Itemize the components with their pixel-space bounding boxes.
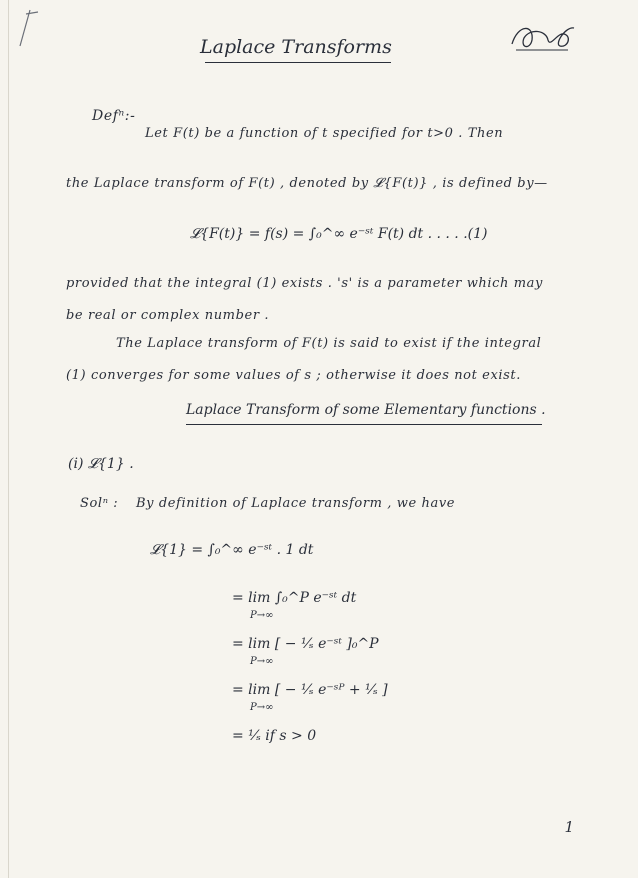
solution-step-5: = ¹⁄ₛ if s > 0 — [232, 728, 317, 744]
definition-label: Defⁿ:- — [92, 108, 136, 124]
limit-subscript-2: P→∞ — [250, 656, 274, 667]
solution-step-4: = lim [ − ¹⁄ₛ e⁻ˢᴾ + ¹⁄ₛ ] — [232, 682, 388, 698]
page-title: Laplace Transforms — [200, 36, 392, 58]
laplace-definition-formula: 𝓛{F(t)} = f(s) = ∫₀^∞ e⁻ˢᵗ F(t) dt . . . . .(1) — [190, 226, 488, 242]
solution-step-1: 𝓛{1} = ∫₀^∞ e⁻ˢᵗ . 1 dt — [150, 542, 314, 558]
section-heading-underline — [186, 424, 542, 425]
example-item: (i) 𝓛{1} . — [68, 456, 134, 472]
page-edge-shadow — [8, 0, 9, 878]
definition-line-3: provided that the integral (1) exists . 's' is a parameter which may — [66, 276, 543, 291]
solution-step-3: = lim [ − ¹⁄ₛ e⁻ˢᵗ ]₀^P — [232, 636, 379, 652]
solution-intro: By definition of Laplace transform , we have — [136, 496, 456, 511]
section-heading: Laplace Transform of some Elementary functions . — [186, 402, 546, 418]
definition-line-6: (1) converges for some values of s ; otherwise it does not exist. — [66, 368, 521, 383]
definition-line-5: The Laplace transform of F(t) is said to exist if the integral — [116, 336, 542, 351]
definition-line-2: the Laplace transform of F(t) , denoted by 𝓛{F(t)} , is defined by— — [66, 176, 548, 191]
signature-scribble — [508, 18, 578, 58]
limit-subscript-3: P→∞ — [250, 702, 274, 713]
definition-line-1: Let F(t) be a function of t specified for t>0 . Then — [145, 126, 504, 141]
solution-label: Solⁿ : — [80, 496, 119, 511]
title-underline — [205, 62, 391, 63]
limit-subscript-1: P→∞ — [250, 610, 274, 621]
definition-line-4: be real or complex number . — [66, 308, 270, 323]
corner-pencil-mark — [16, 8, 44, 48]
solution-step-2: = lim ∫₀^P e⁻ˢᵗ dt — [232, 590, 357, 606]
page-number: 1 — [564, 818, 574, 836]
